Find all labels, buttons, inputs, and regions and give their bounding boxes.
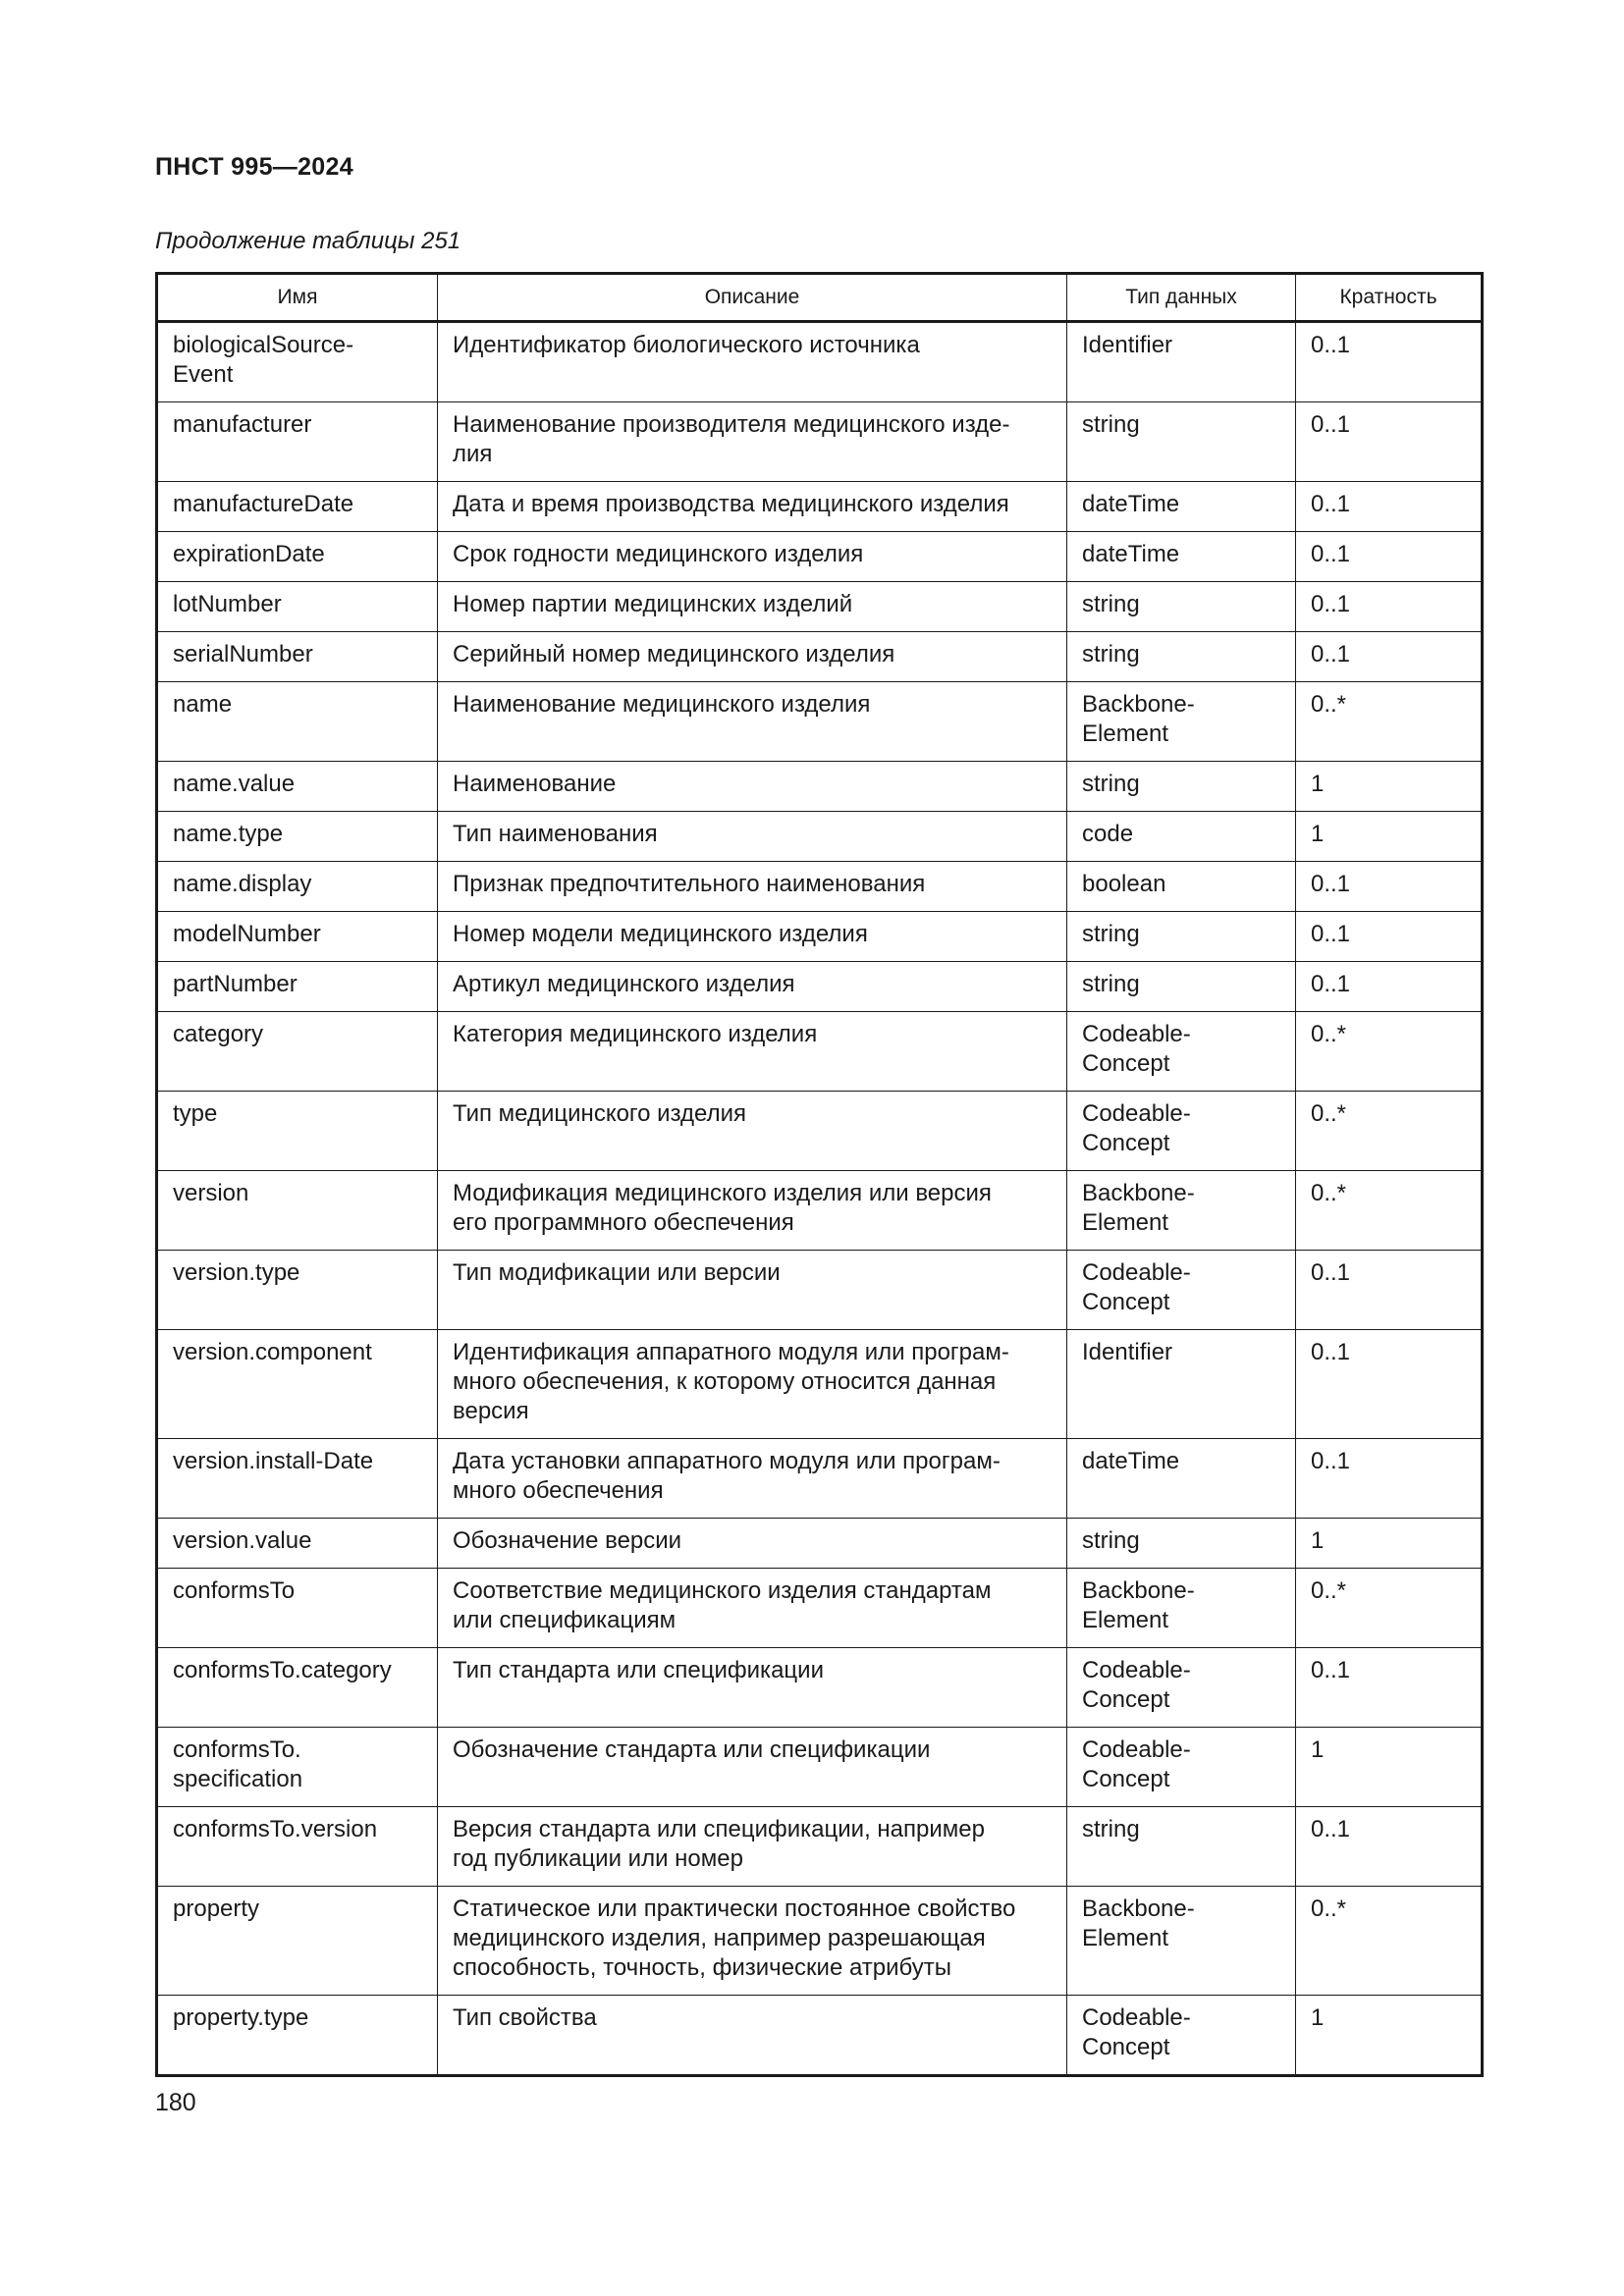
- cell-name: conformsTo.category: [157, 1648, 438, 1728]
- cell-cardinality: 0..1: [1296, 1251, 1483, 1330]
- cell-description: Модификация медицинского изделия или версия его программного обеспечения: [438, 1171, 1067, 1251]
- cell-data-type: string: [1067, 1807, 1296, 1887]
- cell-description: Номер модели медицинского изделия: [438, 912, 1067, 962]
- cell-cardinality: 0..1: [1296, 962, 1483, 1012]
- table-row: [157, 1807, 1483, 1887]
- table-row: [157, 1569, 1483, 1648]
- cell-data-type: dateTime: [1067, 532, 1296, 582]
- table-row: [157, 812, 1483, 862]
- cell-data-type: Codeable- Concept: [1067, 1012, 1296, 1092]
- cell-cardinality: 0..1: [1296, 632, 1483, 682]
- table-row: [157, 962, 1483, 1012]
- document-header: ПНСТ 995—2024: [155, 153, 353, 181]
- cell-cardinality: 0..1: [1296, 1807, 1483, 1887]
- cell-description: Категория медицинского изделия: [438, 1012, 1067, 1092]
- table-row: [157, 402, 1483, 482]
- specification-table: [155, 272, 1484, 2077]
- cell-name: type: [157, 1092, 438, 1171]
- cell-description: Номер партии медицинских изделий: [438, 582, 1067, 632]
- cell-data-type: Codeable- Concept: [1067, 1996, 1296, 2076]
- table-row: [157, 682, 1483, 762]
- cell-data-type: Backbone- Element: [1067, 1569, 1296, 1648]
- table-row: [157, 1439, 1483, 1519]
- cell-description: Наименование производителя медицинского изде- лия: [438, 402, 1067, 482]
- column-header-description: Описание: [438, 274, 1067, 322]
- cell-description: Артикул медицинского изделия: [438, 962, 1067, 1012]
- table-row: [157, 1251, 1483, 1330]
- table-row: [157, 322, 1483, 402]
- table-row: [157, 582, 1483, 632]
- cell-data-type: Codeable- Concept: [1067, 1092, 1296, 1171]
- cell-description: Тип наименования: [438, 812, 1067, 862]
- cell-description: Соответствие медицинского изделия стандартам или спецификациям: [438, 1569, 1067, 1648]
- cell-name: manufacturer: [157, 402, 438, 482]
- column-header-data-type: Тип данных: [1067, 274, 1296, 322]
- cell-description: Серийный номер медицинского изделия: [438, 632, 1067, 682]
- cell-description: Обозначение стандарта или спецификации: [438, 1728, 1067, 1807]
- cell-cardinality: 0..1: [1296, 402, 1483, 482]
- cell-name: manufactureDate: [157, 482, 438, 532]
- cell-data-type: string: [1067, 962, 1296, 1012]
- table-caption: Продолжение таблицы 251: [155, 228, 461, 254]
- cell-cardinality: 0..1: [1296, 862, 1483, 912]
- table-row: [157, 862, 1483, 912]
- cell-cardinality: 1: [1296, 1996, 1483, 2076]
- cell-name: name.display: [157, 862, 438, 912]
- cell-name: conformsTo. specification: [157, 1728, 438, 1807]
- cell-description: Признак предпочтительного наименования: [438, 862, 1067, 912]
- cell-description: Наименование медицинского изделия: [438, 682, 1067, 762]
- table-row: [157, 482, 1483, 532]
- cell-description: Дата установки аппаратного модуля или програм- много обеспечения: [438, 1439, 1067, 1519]
- table-row: [157, 762, 1483, 812]
- cell-name: property: [157, 1887, 438, 1996]
- cell-cardinality: 0..1: [1296, 912, 1483, 962]
- cell-description: Идентификатор биологического источника: [438, 322, 1067, 402]
- header-row: [157, 274, 1483, 322]
- cell-description: Статическое или практически постоянное свойство медицинского изделия, например разрешающая способность, точность, физические атрибуты: [438, 1887, 1067, 1996]
- cell-data-type: Identifier: [1067, 1330, 1296, 1439]
- cell-data-type: boolean: [1067, 862, 1296, 912]
- cell-data-type: string: [1067, 912, 1296, 962]
- cell-name: property.type: [157, 1996, 438, 2076]
- cell-name: version.type: [157, 1251, 438, 1330]
- cell-description: Версия стандарта или спецификации, например год публикации или номер: [438, 1807, 1067, 1887]
- cell-cardinality: 0..1: [1296, 482, 1483, 532]
- cell-description: Идентификация аппаратного модуля или програм- много обеспечения, к которому относится данная версия: [438, 1330, 1067, 1439]
- table-row: [157, 1996, 1483, 2076]
- cell-name: name.type: [157, 812, 438, 862]
- cell-cardinality: 0..1: [1296, 582, 1483, 632]
- cell-name: category: [157, 1012, 438, 1092]
- cell-description: Наименование: [438, 762, 1067, 812]
- cell-data-type: dateTime: [1067, 482, 1296, 532]
- cell-cardinality: 1: [1296, 1728, 1483, 1807]
- cell-cardinality: 0..1: [1296, 322, 1483, 402]
- cell-description: Обозначение версии: [438, 1519, 1067, 1569]
- table-row: [157, 532, 1483, 582]
- cell-description: Срок годности медицинского изделия: [438, 532, 1067, 582]
- cell-cardinality: 0..1: [1296, 532, 1483, 582]
- table-row: [157, 1887, 1483, 1996]
- cell-data-type: string: [1067, 402, 1296, 482]
- table-body: [157, 322, 1483, 2076]
- cell-cardinality: 1: [1296, 812, 1483, 862]
- cell-cardinality: 0..*: [1296, 1569, 1483, 1648]
- cell-data-type: Backbone- Element: [1067, 1171, 1296, 1251]
- cell-name: conformsTo: [157, 1569, 438, 1648]
- cell-cardinality: 1: [1296, 762, 1483, 812]
- page-number: 180: [155, 2089, 196, 2116]
- cell-data-type: Codeable- Concept: [1067, 1251, 1296, 1330]
- table-row: [157, 1728, 1483, 1807]
- cell-data-type: string: [1067, 632, 1296, 682]
- table-row: [157, 1519, 1483, 1569]
- cell-description: Дата и время производства медицинского изделия: [438, 482, 1067, 532]
- cell-cardinality: 0..*: [1296, 1092, 1483, 1171]
- cell-data-type: code: [1067, 812, 1296, 862]
- cell-name: lotNumber: [157, 582, 438, 632]
- cell-description: Тип стандарта или спецификации: [438, 1648, 1067, 1728]
- cell-name: name: [157, 682, 438, 762]
- cell-data-type: Identifier: [1067, 322, 1296, 402]
- column-header-cardinality: Кратность: [1296, 274, 1483, 322]
- cell-description: Тип модификации или версии: [438, 1251, 1067, 1330]
- cell-name: version.value: [157, 1519, 438, 1569]
- cell-description: Тип медицинского изделия: [438, 1092, 1067, 1171]
- cell-name: version.install-Date: [157, 1439, 438, 1519]
- cell-data-type: Codeable- Concept: [1067, 1728, 1296, 1807]
- cell-cardinality: 0..1: [1296, 1439, 1483, 1519]
- cell-name: version: [157, 1171, 438, 1251]
- table-row: [157, 1330, 1483, 1439]
- cell-name: conformsTo.version: [157, 1807, 438, 1887]
- cell-cardinality: 1: [1296, 1519, 1483, 1569]
- cell-name: serialNumber: [157, 632, 438, 682]
- table-row: [157, 632, 1483, 682]
- cell-cardinality: 0..1: [1296, 1330, 1483, 1439]
- cell-cardinality: 0..1: [1296, 1648, 1483, 1728]
- column-header-name: Имя: [157, 274, 438, 322]
- cell-cardinality: 0..*: [1296, 682, 1483, 762]
- cell-data-type: Backbone- Element: [1067, 1887, 1296, 1996]
- cell-cardinality: 0..*: [1296, 1171, 1483, 1251]
- cell-name: partNumber: [157, 962, 438, 1012]
- cell-name: version.component: [157, 1330, 438, 1439]
- cell-data-type: dateTime: [1067, 1439, 1296, 1519]
- cell-data-type: Codeable- Concept: [1067, 1648, 1296, 1728]
- table-row: [157, 1012, 1483, 1092]
- cell-description: Тип свойства: [438, 1996, 1067, 2076]
- cell-data-type: string: [1067, 762, 1296, 812]
- table-row: [157, 1092, 1483, 1171]
- cell-cardinality: 0..*: [1296, 1012, 1483, 1092]
- table-row: [157, 912, 1483, 962]
- table-header: [157, 274, 1483, 322]
- table-row: [157, 1648, 1483, 1728]
- table-row: [157, 1171, 1483, 1251]
- cell-name: modelNumber: [157, 912, 438, 962]
- cell-cardinality: 0..*: [1296, 1887, 1483, 1996]
- cell-data-type: string: [1067, 582, 1296, 632]
- cell-name: expirationDate: [157, 532, 438, 582]
- cell-data-type: string: [1067, 1519, 1296, 1569]
- cell-name: biologicalSource- Event: [157, 322, 438, 402]
- cell-data-type: Backbone- Element: [1067, 682, 1296, 762]
- cell-name: name.value: [157, 762, 438, 812]
